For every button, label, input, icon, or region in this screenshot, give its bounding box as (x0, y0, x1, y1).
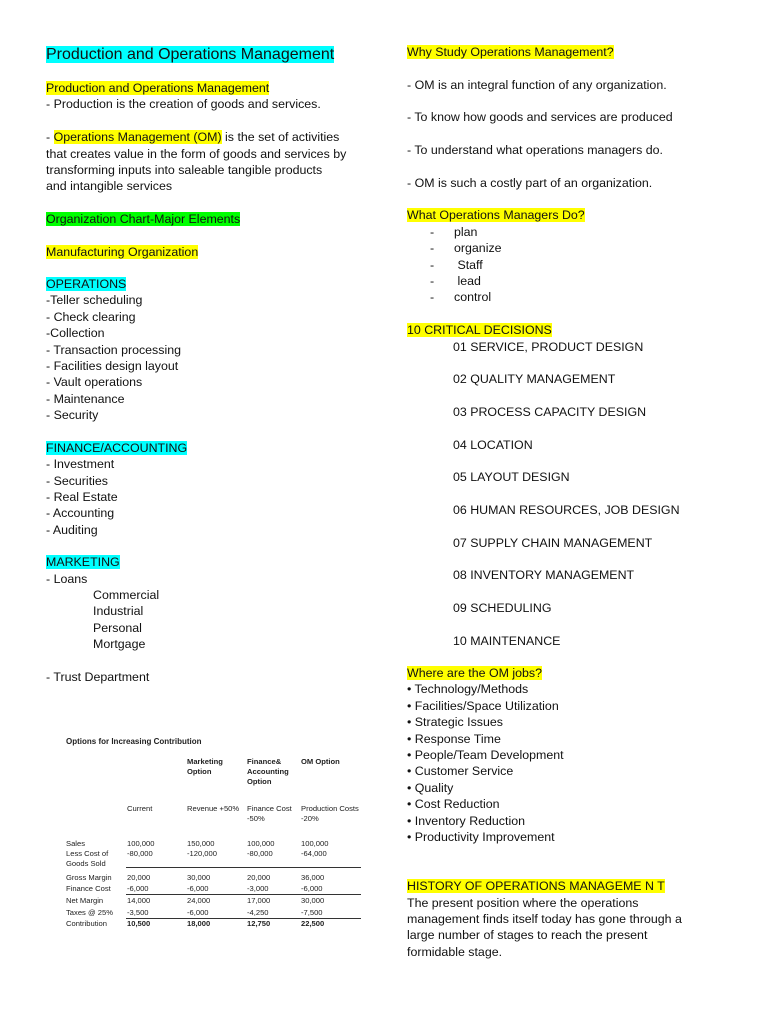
loan-type: Personal (93, 621, 142, 635)
list-item: - Accounting (46, 506, 115, 520)
cell: 12,750 (247, 919, 271, 928)
col-head: Marketing (187, 757, 223, 766)
decision-item: 06 HUMAN RESOURCES, JOB DESIGN (453, 503, 680, 517)
why-item: - To know how goods and services are produced (407, 110, 673, 124)
job-item: • People/Team Development (407, 748, 564, 762)
om-definition-line: and intangible services (46, 179, 173, 193)
decision-item: 04 LOCATION (453, 438, 533, 452)
list-item: - Trust Department (46, 670, 150, 684)
history-line: large number of stages to reach the present (407, 928, 648, 942)
col-head: Accounting (247, 767, 289, 776)
col-head: Option (247, 777, 272, 786)
production-definition: - Production is the creation of goods and services. (46, 97, 321, 111)
cell: 100,000 (247, 839, 275, 848)
list-item: - control (430, 290, 492, 304)
row-label: Less Cost of (66, 849, 109, 858)
cell: 100,000 (127, 839, 155, 848)
section-title: Production and Operations Management (46, 81, 270, 95)
list-item: -Collection (46, 326, 105, 340)
cell: 18,000 (187, 919, 211, 928)
cell: 100,000 (301, 839, 329, 848)
cell: 20,000 (247, 873, 271, 882)
cell: -3,500 (127, 908, 149, 917)
operations-heading: OPERATIONS (46, 277, 127, 291)
job-item: • Customer Service (407, 764, 514, 778)
om-definition: - Operations Management (OM) is the set of activities (46, 130, 340, 144)
row-label: Gross Margin (66, 873, 112, 882)
history-heading: HISTORY OF OPERATIONS MANAGEME N T (407, 879, 665, 893)
cell: 10,500 (127, 919, 151, 928)
why-item: - OM is an integral function of any organization. (407, 78, 667, 92)
job-item: • Facilities/Space Utilization (407, 699, 559, 713)
cell: 36,000 (301, 873, 325, 882)
job-item: • Quality (407, 781, 454, 795)
row-label: Finance Cost (66, 884, 111, 893)
decision-item: 05 LAYOUT DESIGN (453, 470, 570, 484)
job-item: • Technology/Methods (407, 682, 529, 696)
sub-head: Revenue +50% (187, 804, 240, 813)
list-item: - Securities (46, 474, 108, 488)
table-rule (126, 867, 361, 868)
cell: -6,000 (187, 908, 209, 917)
col-head: Option (187, 767, 212, 776)
list-item: - Facilities design layout (46, 359, 179, 373)
finance-heading: FINANCE/ACCOUNTING (46, 441, 188, 455)
cell: 14,000 (127, 896, 151, 905)
row-label: Taxes @ 25% (66, 908, 113, 917)
cell: -4,250 (247, 908, 269, 917)
cell: 30,000 (301, 896, 325, 905)
cell: 24,000 (187, 896, 211, 905)
page-title: Production and Operations Management (46, 46, 335, 63)
job-item: • Productivity Improvement (407, 830, 555, 844)
marketing-heading: MARKETING (46, 555, 120, 569)
col-head: OM Option (301, 757, 340, 766)
cell: -80,000 (127, 849, 153, 858)
cell: -80,000 (247, 849, 273, 858)
table-title: Options for Increasing Contribution (66, 737, 202, 746)
cell: -6,000 (301, 884, 323, 893)
why-item: - To understand what operations managers do. (407, 143, 664, 157)
cell: -6,000 (127, 884, 149, 893)
row-label: Contribution (66, 919, 107, 928)
row-label: Goods Sold (66, 859, 106, 868)
decision-item: 03 PROCESS CAPACITY DESIGN (453, 405, 647, 419)
history-line: The present position where the operations (407, 896, 639, 910)
cell: 30,000 (187, 873, 211, 882)
org-chart-title: Organization Chart-Major Elements (46, 212, 241, 226)
job-item: • Inventory Reduction (407, 814, 525, 828)
manufacturing-title: Manufacturing Organization (46, 245, 199, 259)
cell: 150,000 (187, 839, 215, 848)
history-line: management finds itself today has gone through a (407, 912, 682, 926)
job-item: • Response Time (407, 732, 501, 746)
decision-item: 02 QUALITY MANAGEMENT (453, 372, 616, 386)
cell: -3,000 (247, 884, 269, 893)
om-term: Operations Management (OM) (53, 130, 222, 144)
list-item: - Transaction processing (46, 343, 181, 357)
om-definition-line: that creates value in the form of goods and services by (46, 147, 347, 161)
jobs-heading: Where are the OM jobs? (407, 666, 542, 680)
why-heading: Why Study Operations Management? (407, 45, 614, 59)
list-item: - Staff (430, 258, 483, 272)
list-item: - Auditing (46, 523, 98, 537)
list-item: - Real Estate (46, 490, 118, 504)
history-line: formidable stage. (407, 945, 503, 959)
cell: -120,000 (187, 849, 217, 858)
job-item: • Cost Reduction (407, 797, 500, 811)
sub-head: Production Costs (301, 804, 359, 813)
col-head: Finance& (247, 757, 282, 766)
sub-head: -50% (247, 814, 265, 823)
row-label: Net Margin (66, 896, 104, 905)
cell: 20,000 (127, 873, 151, 882)
decision-item: 09 SCHEDULING (453, 601, 552, 615)
list-item: - lead (430, 274, 481, 288)
list-item: - Maintenance (46, 392, 125, 406)
decision-item: 10 MAINTENANCE (453, 634, 561, 648)
sub-head: -20% (301, 814, 319, 823)
critical-heading: 10 CRITICAL DECISIONS (407, 323, 552, 337)
list-item: - Loans (46, 572, 88, 586)
sub-head: Finance Cost (247, 804, 292, 813)
list-item: - organize (430, 241, 502, 255)
decision-item: 01 SERVICE, PRODUCT DESIGN (453, 340, 644, 354)
cell: -7,500 (301, 908, 323, 917)
loan-type: Industrial (93, 604, 144, 618)
cell: 22,500 (301, 919, 325, 928)
list-item: -Teller scheduling (46, 293, 143, 307)
table-rule (126, 894, 361, 895)
cell: -6,000 (187, 884, 209, 893)
job-item: • Strategic Issues (407, 715, 503, 729)
contribution-table (66, 737, 366, 937)
row-label: Sales (66, 839, 85, 848)
list-item: - Vault operations (46, 375, 143, 389)
why-item: - OM is such a costly part of an organization. (407, 176, 653, 190)
sub-head: Current (127, 804, 153, 813)
list-item: - Investment (46, 457, 115, 471)
decision-item: 07 SUPPLY CHAIN MANAGEMENT (453, 536, 653, 550)
cell: -64,000 (301, 849, 327, 858)
what-heading: What Operations Managers Do? (407, 208, 585, 222)
list-item: - Security (46, 408, 99, 422)
list-item: - plan (430, 225, 478, 239)
decision-item: 08 INVENTORY MANAGEMENT (453, 568, 635, 582)
table-rule (126, 918, 361, 919)
cell: 17,000 (247, 896, 271, 905)
loan-type: Mortgage (93, 637, 146, 651)
list-item: - Check clearing (46, 310, 136, 324)
om-definition-line: transforming inputs into saleable tangible products (46, 163, 323, 177)
loan-type: Commercial (93, 588, 160, 602)
